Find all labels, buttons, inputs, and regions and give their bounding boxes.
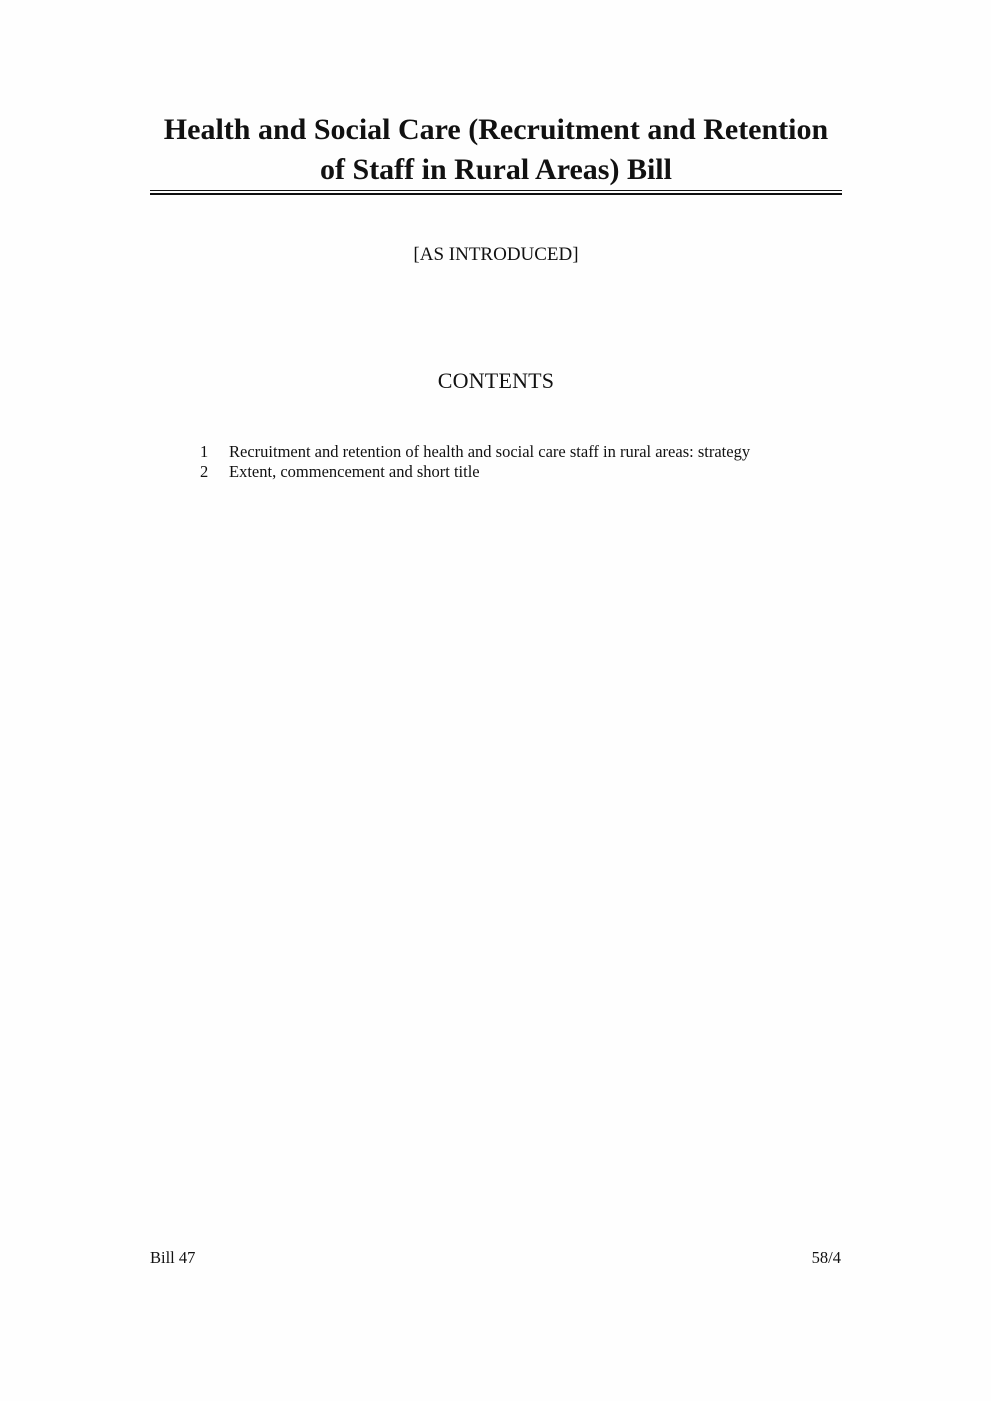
bill-title-line-1: Health and Social Care (Recruitment and Retention <box>163 113 829 146</box>
contents-heading: CONTENTS <box>437 368 555 393</box>
bill-title-line-2: of Staff in Rural Areas) Bill <box>320 153 672 186</box>
contents-list <box>195 442 855 482</box>
title-rule-thick <box>150 193 842 195</box>
contents-item-text: Extent, commencement and short title <box>229 462 480 481</box>
footer-bill-number: Bill 47 <box>150 1248 196 1267</box>
footer-print-reference: 58/4 <box>811 1248 841 1267</box>
contents-item[interactable] <box>195 442 855 462</box>
contents-item-number: 2 <box>200 462 209 481</box>
title-rule-thin <box>150 190 842 191</box>
bill-status: [AS INTRODUCED] <box>413 244 579 265</box>
bill-title <box>150 110 842 190</box>
contents-item-number: 1 <box>200 442 209 461</box>
contents-item[interactable] <box>195 462 855 482</box>
bill-title-block <box>150 110 842 190</box>
contents-item-text: Recruitment and retention of health and social care staff in rural areas: strategy <box>229 442 751 461</box>
